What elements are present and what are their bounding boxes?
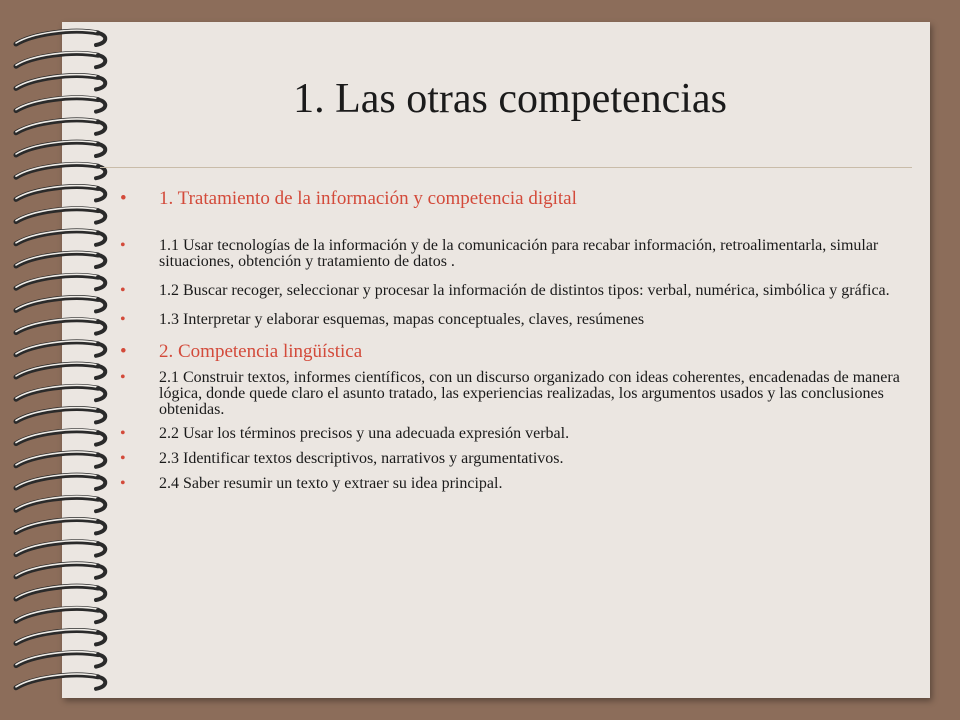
spiral-ring <box>16 519 105 534</box>
spiral-ring <box>16 208 105 223</box>
spiral-ring <box>16 585 105 600</box>
bullet: • <box>120 475 126 492</box>
spiral-ring <box>16 385 105 400</box>
spiral-ring <box>16 52 105 67</box>
spiral-ring <box>16 674 105 689</box>
title-divider <box>100 167 912 168</box>
spiral-ring <box>16 297 105 312</box>
spiral-ring <box>16 496 105 511</box>
spiral-ring <box>16 363 105 378</box>
bullet: • <box>120 188 127 209</box>
list-item-text: 2.2 Usar los términos precisos y una adecuada expresión verbal. <box>159 425 570 442</box>
spiral-ring <box>16 452 105 467</box>
bullet: • <box>120 450 126 467</box>
section-heading-text: 1. Tratamiento de la información y competencia digital <box>159 188 577 209</box>
spiral-ring <box>16 30 105 45</box>
bullet: • <box>120 237 126 254</box>
spiral-ring <box>16 430 105 445</box>
list-item <box>118 238 918 270</box>
bullet: • <box>120 311 126 328</box>
section-heading-text: 2. Competencia lingüística <box>159 341 363 362</box>
bullet: • <box>120 341 127 362</box>
list-item-text: 1.3 Interpretar y elaborar esquemas, mapas conceptuales, claves, resúmenes <box>159 311 645 328</box>
list-item <box>118 370 918 418</box>
spiral-ring <box>16 341 105 356</box>
spiral-ring <box>16 541 105 556</box>
list-item-text: 2.4 Saber resumir un texto y extraer su idea principal. <box>159 475 503 492</box>
spiral-ring <box>16 252 105 267</box>
list-item-text: 1.1 Usar tecnologías de la información y de la comunicación para recabar información, retroalimentarla, simular situaciones, obtención y tratamiento de datos . <box>159 237 879 270</box>
slide-content <box>118 188 918 492</box>
spiral-ring <box>16 274 105 289</box>
spiral-ring <box>16 630 105 645</box>
list-item <box>118 476 918 492</box>
spiral-ring <box>16 319 105 334</box>
bullet: • <box>120 425 126 442</box>
list-item-text: 2.3 Identificar textos descriptivos, narrativos y argumentativos. <box>159 450 564 467</box>
spiral-ring <box>16 607 105 622</box>
list-item <box>118 312 918 328</box>
bullet: • <box>120 369 126 386</box>
list-item <box>118 451 918 467</box>
spiral-ring <box>16 408 105 423</box>
list-item <box>118 426 918 442</box>
spiral-ring <box>16 474 105 489</box>
spiral-ring <box>16 563 105 578</box>
list-item-text: 2.1 Construir textos, informes científicos, con un discurso organizado con ideas coherentes, encadenadas de manera lógica, donde quede claro el asunto tratado, las experiencias realizadas, los argumentos usados y las conclusiones obtenidas. <box>159 369 900 418</box>
spiral-binding-icon <box>12 26 112 696</box>
spiral-ring <box>16 163 105 178</box>
list-item <box>118 283 918 299</box>
bullet: • <box>120 282 126 299</box>
list-item-text: 1.2 Buscar recoger, seleccionar y procesar la información de distintos tipos: verbal, numérica, simbólica y gráfica. <box>159 282 890 299</box>
spiral-ring <box>16 119 105 134</box>
spiral-ring <box>16 230 105 245</box>
spiral-ring <box>16 141 105 156</box>
spiral-ring <box>16 186 105 201</box>
section-heading-1 <box>118 188 918 210</box>
section-heading-2 <box>118 341 918 363</box>
spiral-ring <box>16 652 105 667</box>
slide-title: 1. Las otras competencias <box>293 76 727 122</box>
